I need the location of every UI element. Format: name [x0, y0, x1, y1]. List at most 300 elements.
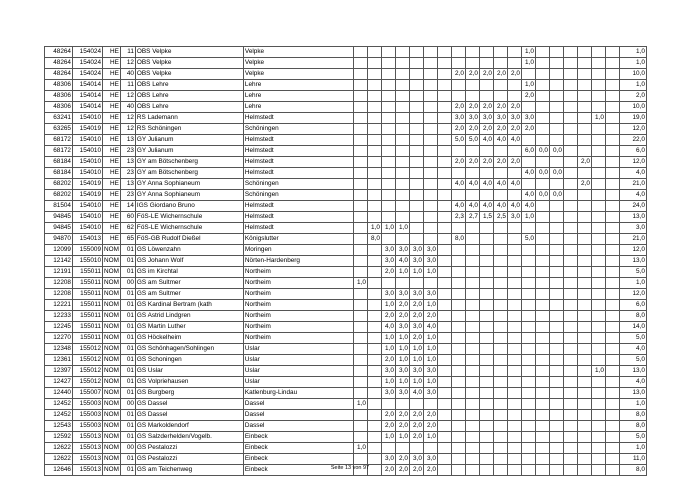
table-cell	[549, 80, 563, 91]
table-cell	[549, 388, 563, 399]
table-cell	[493, 432, 507, 443]
table-cell	[493, 245, 507, 256]
table-cell	[437, 146, 451, 157]
table-cell	[451, 311, 465, 322]
table-cell: 3,0	[409, 366, 423, 377]
table-cell	[549, 212, 563, 223]
table-cell	[437, 212, 451, 223]
table-cell: 3,0	[423, 366, 437, 377]
table-cell	[479, 388, 493, 399]
table-cell: 12	[120, 113, 135, 124]
table-cell	[367, 69, 381, 80]
table-cell	[577, 410, 591, 421]
table-cell: OBS Lehre	[135, 91, 243, 102]
table-cell: 1,0	[395, 333, 409, 344]
table-cell	[451, 256, 465, 267]
table-cell: 5,0	[451, 135, 465, 146]
table-cell: HE	[103, 80, 121, 91]
table-cell	[479, 443, 493, 454]
table-cell	[437, 322, 451, 333]
table-cell: 01	[120, 465, 135, 476]
table-cell	[521, 300, 535, 311]
table-cell	[381, 146, 395, 157]
table-cell	[493, 300, 507, 311]
table-cell	[577, 91, 591, 102]
table-cell	[549, 223, 563, 234]
table-cell	[437, 300, 451, 311]
table-cell: HE	[103, 91, 121, 102]
table-cell	[367, 124, 381, 135]
table-cell	[437, 157, 451, 168]
table-cell: Northeim	[243, 278, 353, 289]
table-cell: 68184	[45, 157, 73, 168]
table-cell	[563, 234, 577, 245]
table-cell	[591, 124, 605, 135]
table-cell	[367, 366, 381, 377]
table-cell: 2,0	[423, 410, 437, 421]
table-cell	[465, 421, 479, 432]
table-cell: 94845	[45, 212, 73, 223]
table-row	[45, 47, 647, 58]
table-cell	[521, 135, 535, 146]
table-cell: 01	[120, 410, 135, 421]
table-cell	[591, 421, 605, 432]
table-cell	[493, 278, 507, 289]
table-cell	[479, 410, 493, 421]
table-cell: 6,0	[521, 146, 535, 157]
table-cell	[423, 69, 437, 80]
table-cell: Moringen	[243, 245, 353, 256]
table-cell: 68202	[45, 190, 73, 201]
table-cell	[437, 47, 451, 58]
table-cell: 12	[120, 58, 135, 69]
table-cell	[521, 69, 535, 80]
table-cell	[451, 322, 465, 333]
table-cell	[507, 410, 521, 421]
table-cell	[563, 124, 577, 135]
table-cell: 0,0	[549, 168, 563, 179]
table-cell	[353, 102, 367, 113]
table-cell	[395, 58, 409, 69]
table-cell	[577, 135, 591, 146]
table-cell	[465, 300, 479, 311]
table-cell: 155003	[73, 410, 103, 421]
table-cell: GS Schönhagen/Sohlingen	[135, 344, 243, 355]
table-cell: 155011	[73, 278, 103, 289]
table-cell	[549, 113, 563, 124]
table-cell: 0,0	[549, 146, 563, 157]
table-cell: Northeim	[243, 267, 353, 278]
table-cell	[591, 289, 605, 300]
table-cell	[577, 355, 591, 366]
table-cell	[549, 366, 563, 377]
table-cell	[423, 58, 437, 69]
table-cell	[367, 190, 381, 201]
table-cell	[367, 245, 381, 256]
table-cell: 3,0	[409, 256, 423, 267]
table-cell	[437, 168, 451, 179]
table-cell: NOM	[103, 278, 121, 289]
table-cell: 5,0	[465, 135, 479, 146]
table-cell: Helmstedt	[243, 212, 353, 223]
table-cell	[409, 58, 423, 69]
table-cell: GS Uslar	[135, 366, 243, 377]
table-cell	[535, 377, 549, 388]
table-cell: 155011	[73, 322, 103, 333]
table-cell	[563, 58, 577, 69]
table-row	[45, 124, 647, 135]
table-cell	[577, 190, 591, 201]
table-cell	[479, 344, 493, 355]
table-cell: Lehre	[243, 102, 353, 113]
table-cell: 4,0	[619, 344, 646, 355]
table-cell: 155011	[73, 267, 103, 278]
table-cell: 12233	[45, 311, 73, 322]
table-cell: 2,3	[451, 212, 465, 223]
table-cell: 81504	[45, 201, 73, 212]
table-cell	[409, 113, 423, 124]
table-cell: 62	[120, 223, 135, 234]
table-cell	[353, 69, 367, 80]
table-cell	[521, 421, 535, 432]
table-cell: 1,0	[395, 432, 409, 443]
table-cell	[507, 333, 521, 344]
table-cell	[591, 135, 605, 146]
table-cell	[591, 355, 605, 366]
table-cell	[395, 179, 409, 190]
table-cell	[549, 421, 563, 432]
table-cell	[353, 47, 367, 58]
table-cell	[437, 278, 451, 289]
table-cell	[591, 443, 605, 454]
table-cell: 40	[120, 102, 135, 113]
table-cell	[605, 278, 619, 289]
table-cell: HE	[103, 47, 121, 58]
table-cell	[605, 190, 619, 201]
table-cell: FöS-LE Wichernschule	[135, 212, 243, 223]
table-cell	[451, 245, 465, 256]
table-cell: 3,0	[381, 289, 395, 300]
table-cell	[549, 267, 563, 278]
table-cell	[395, 47, 409, 58]
table-cell	[591, 91, 605, 102]
table-cell	[507, 377, 521, 388]
table-cell	[395, 212, 409, 223]
table-cell: NOM	[103, 355, 121, 366]
table-cell	[353, 300, 367, 311]
table-cell	[437, 223, 451, 234]
table-cell	[507, 146, 521, 157]
table-cell	[535, 245, 549, 256]
table-cell: 11	[120, 80, 135, 91]
table-cell	[563, 80, 577, 91]
table-cell: 68184	[45, 168, 73, 179]
table-cell: 1,0	[395, 267, 409, 278]
table-cell	[437, 58, 451, 69]
table-cell: 12099	[45, 245, 73, 256]
table-cell	[423, 135, 437, 146]
table-cell	[353, 245, 367, 256]
table-cell	[521, 157, 535, 168]
table-cell	[437, 201, 451, 212]
table-cell	[381, 201, 395, 212]
table-cell: Uslar	[243, 366, 353, 377]
table-cell	[465, 377, 479, 388]
table-cell: 12	[120, 124, 135, 135]
table-cell	[395, 124, 409, 135]
table-cell: 154014	[73, 80, 103, 91]
table-cell	[535, 300, 549, 311]
table-cell: 4,0	[479, 135, 493, 146]
table-cell	[381, 113, 395, 124]
table-cell	[437, 410, 451, 421]
table-cell	[465, 278, 479, 289]
table-row	[45, 146, 647, 157]
table-cell: 11,0	[619, 454, 646, 465]
table-cell	[493, 146, 507, 157]
table-cell: HE	[103, 179, 121, 190]
table-cell	[437, 179, 451, 190]
table-cell	[521, 366, 535, 377]
table-cell	[535, 432, 549, 443]
table-cell	[591, 267, 605, 278]
table-cell	[521, 388, 535, 399]
table-cell: 3,0	[521, 113, 535, 124]
table-cell: 2,0	[451, 124, 465, 135]
table-row	[45, 135, 647, 146]
table-cell: HE	[103, 135, 121, 146]
table-cell: Lehre	[243, 80, 353, 91]
table-cell	[353, 58, 367, 69]
table-cell: Einbeck	[243, 465, 353, 476]
table-cell: 4,0	[493, 201, 507, 212]
table-cell	[423, 223, 437, 234]
table-cell	[437, 80, 451, 91]
table-cell	[381, 47, 395, 58]
table-cell: 40	[120, 69, 135, 80]
table-cell: 2,0	[493, 124, 507, 135]
table-cell	[605, 168, 619, 179]
table-cell: GS Burgberg	[135, 388, 243, 399]
table-cell	[549, 135, 563, 146]
table-cell	[563, 432, 577, 443]
table-cell	[409, 135, 423, 146]
table-cell: 12,0	[619, 245, 646, 256]
table-cell	[479, 256, 493, 267]
table-cell	[521, 256, 535, 267]
table-cell	[381, 135, 395, 146]
table-cell	[605, 355, 619, 366]
table-cell	[605, 135, 619, 146]
table-cell	[549, 278, 563, 289]
table-cell	[605, 300, 619, 311]
table-cell: 12646	[45, 465, 73, 476]
table-cell: HE	[103, 102, 121, 113]
table-cell	[409, 102, 423, 113]
data-table	[44, 46, 647, 476]
table-cell	[605, 399, 619, 410]
table-cell	[549, 399, 563, 410]
table-row	[45, 80, 647, 91]
table-cell: 154010	[73, 113, 103, 124]
table-cell: 01	[120, 432, 135, 443]
table-cell	[367, 212, 381, 223]
table-cell: 00	[120, 278, 135, 289]
table-cell: 12,0	[619, 124, 646, 135]
table-row	[45, 179, 647, 190]
table-cell: 8,0	[619, 410, 646, 421]
table-cell: 01	[120, 311, 135, 322]
table-cell	[535, 47, 549, 58]
table-cell: 13,0	[619, 212, 646, 223]
table-cell: 10,0	[619, 102, 646, 113]
table-cell: 01	[120, 300, 135, 311]
table-cell: NOM	[103, 289, 121, 300]
table-cell: 154010	[73, 168, 103, 179]
table-cell: 1,0	[395, 355, 409, 366]
table-cell	[535, 256, 549, 267]
table-cell	[507, 388, 521, 399]
table-cell	[605, 388, 619, 399]
table-cell	[535, 201, 549, 212]
table-cell	[591, 245, 605, 256]
table-cell: Helmstedt	[243, 146, 353, 157]
table-cell: 155003	[73, 399, 103, 410]
table-row	[45, 344, 647, 355]
table-cell	[549, 47, 563, 58]
table-cell	[479, 223, 493, 234]
table-cell	[493, 58, 507, 69]
table-cell	[367, 311, 381, 322]
table-cell: 4,0	[619, 190, 646, 201]
table-cell: GS Volpriehausen	[135, 377, 243, 388]
table-cell	[451, 443, 465, 454]
table-row	[45, 168, 647, 179]
table-cell: GS am Teichenweg	[135, 465, 243, 476]
table-cell: Helmstedt	[243, 168, 353, 179]
table-cell: NOM	[103, 421, 121, 432]
table-cell: 1,0	[423, 377, 437, 388]
table-cell	[549, 58, 563, 69]
table-cell	[437, 333, 451, 344]
table-row	[45, 256, 647, 267]
table-cell	[521, 333, 535, 344]
table-cell	[367, 135, 381, 146]
table-cell	[563, 388, 577, 399]
table-row	[45, 278, 647, 289]
table-cell: 3,0	[423, 256, 437, 267]
table-cell	[437, 289, 451, 300]
table-cell: 2,0	[577, 179, 591, 190]
table-cell: GY am Bötschenberg	[135, 168, 243, 179]
table-cell: 154010	[73, 135, 103, 146]
table-cell	[367, 333, 381, 344]
table-cell: 14	[120, 201, 135, 212]
table-cell	[423, 399, 437, 410]
table-row	[45, 157, 647, 168]
table-cell	[577, 388, 591, 399]
table-cell: 4,0	[465, 179, 479, 190]
table-cell: Helmstedt	[243, 157, 353, 168]
table-cell	[493, 366, 507, 377]
table-cell	[605, 146, 619, 157]
table-cell	[591, 278, 605, 289]
table-cell	[409, 443, 423, 454]
table-cell	[409, 69, 423, 80]
table-cell	[437, 190, 451, 201]
table-cell: 2,0	[423, 311, 437, 322]
table-cell	[381, 168, 395, 179]
table-cell: 12208	[45, 278, 73, 289]
table-cell: 155013	[73, 432, 103, 443]
table-cell	[605, 410, 619, 421]
table-cell: 154014	[73, 91, 103, 102]
table-cell	[535, 410, 549, 421]
table-cell: 3,0	[619, 223, 646, 234]
table-cell	[395, 443, 409, 454]
table-cell	[395, 102, 409, 113]
table-cell: 3,0	[493, 113, 507, 124]
table-cell: GS Kardinal Bertram (kath	[135, 300, 243, 311]
table-cell	[605, 256, 619, 267]
table-cell	[437, 388, 451, 399]
table-cell	[465, 366, 479, 377]
table-cell: 12,0	[619, 289, 646, 300]
table-cell	[493, 443, 507, 454]
table-cell: 13,0	[619, 388, 646, 399]
table-cell: 68202	[45, 179, 73, 190]
table-cell: 4,0	[451, 201, 465, 212]
table-cell: 6,0	[619, 300, 646, 311]
table-cell	[465, 91, 479, 102]
table-cell	[591, 69, 605, 80]
table-cell	[367, 432, 381, 443]
table-cell: 3,0	[395, 366, 409, 377]
table-cell	[353, 91, 367, 102]
table-cell	[381, 80, 395, 91]
table-cell	[507, 278, 521, 289]
table-cell	[605, 91, 619, 102]
table-cell: Katlenburg-Lindau	[243, 388, 353, 399]
table-cell	[591, 256, 605, 267]
table-cell: 2,0	[479, 102, 493, 113]
table-cell: GS am Sultmer	[135, 289, 243, 300]
table-cell	[563, 410, 577, 421]
table-cell: 1,0	[381, 344, 395, 355]
table-cell	[367, 267, 381, 278]
page-footer: Seite 13 von 97	[330, 465, 370, 471]
table-cell: 8,0	[619, 311, 646, 322]
table-cell: 21,0	[619, 234, 646, 245]
table-cell	[465, 355, 479, 366]
table-cell	[549, 454, 563, 465]
table-cell	[521, 454, 535, 465]
table-cell	[423, 91, 437, 102]
table-cell	[465, 58, 479, 69]
table-cell: Schöningen	[243, 179, 353, 190]
table-cell	[353, 201, 367, 212]
table-cell: 68172	[45, 146, 73, 157]
table-cell: 2,0	[409, 300, 423, 311]
table-cell	[535, 69, 549, 80]
table-cell	[381, 124, 395, 135]
table-cell	[521, 102, 535, 113]
table-cell	[451, 91, 465, 102]
table-cell	[563, 443, 577, 454]
table-cell	[479, 47, 493, 58]
table-cell: 2,0	[451, 102, 465, 113]
table-cell	[549, 256, 563, 267]
